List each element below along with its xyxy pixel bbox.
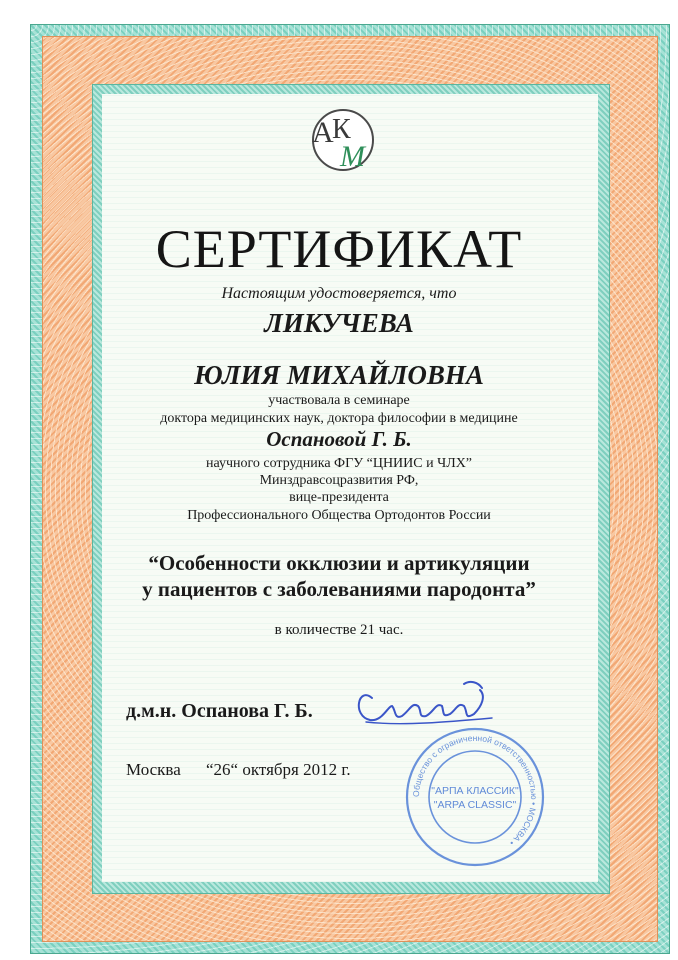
participation-text: участвовала в семинаре (268, 393, 410, 408)
lecturer-position-line: Профессионального Общества Ортодонтов России (187, 508, 491, 523)
signer-name: д.м.н. Оспанова Г. Б. (126, 700, 313, 722)
city-text: Москва (126, 760, 181, 779)
certificate-title: СЕРТИФИКАТ (155, 219, 523, 279)
lecturer-position-line: научного сотрудника ФГУ “ЦНИИС и ЧЛХ” (205, 456, 473, 471)
logo-letter-a: А (312, 116, 334, 149)
logo-letter-k: К (332, 114, 351, 145)
lecturer-position-line: вице-президента (289, 490, 389, 505)
hours-text: в количестве 21 час. (274, 622, 404, 638)
intro-text: Настоящим удостоверяется, что (221, 285, 457, 302)
stamp-line-1: "АРПА КЛАССИК" (431, 785, 519, 797)
akm-monogram-logo (306, 104, 378, 176)
lecturer-position-line: Минздравсоцразвития РФ, (259, 473, 419, 488)
recipient-name: ЮЛИЯ МИХАЙЛОВНА (194, 360, 484, 390)
stamp-line-2: "ARPA CLASSIC" (433, 799, 517, 811)
seminar-title-line: у пациентов с заболеваниями пародонта” (142, 577, 536, 601)
lecturer-name: Оспановой Г. Б. (266, 427, 412, 451)
recipient-surname: ЛИКУЧЕВА (264, 308, 414, 338)
lecturer-degree: доктора медицинских наук, доктора философии в медицине (160, 411, 518, 426)
company-stamp (400, 722, 550, 872)
logo-letter-m: М (340, 140, 365, 173)
seminar-title-line: “Особенности окклюзии и артикуляции (148, 551, 530, 575)
date-text: “26“ октября 2012 г. (206, 760, 351, 779)
stamp-ring-path: Общество с ограниченной ответственностью • МОСКВА • (410, 732, 540, 848)
